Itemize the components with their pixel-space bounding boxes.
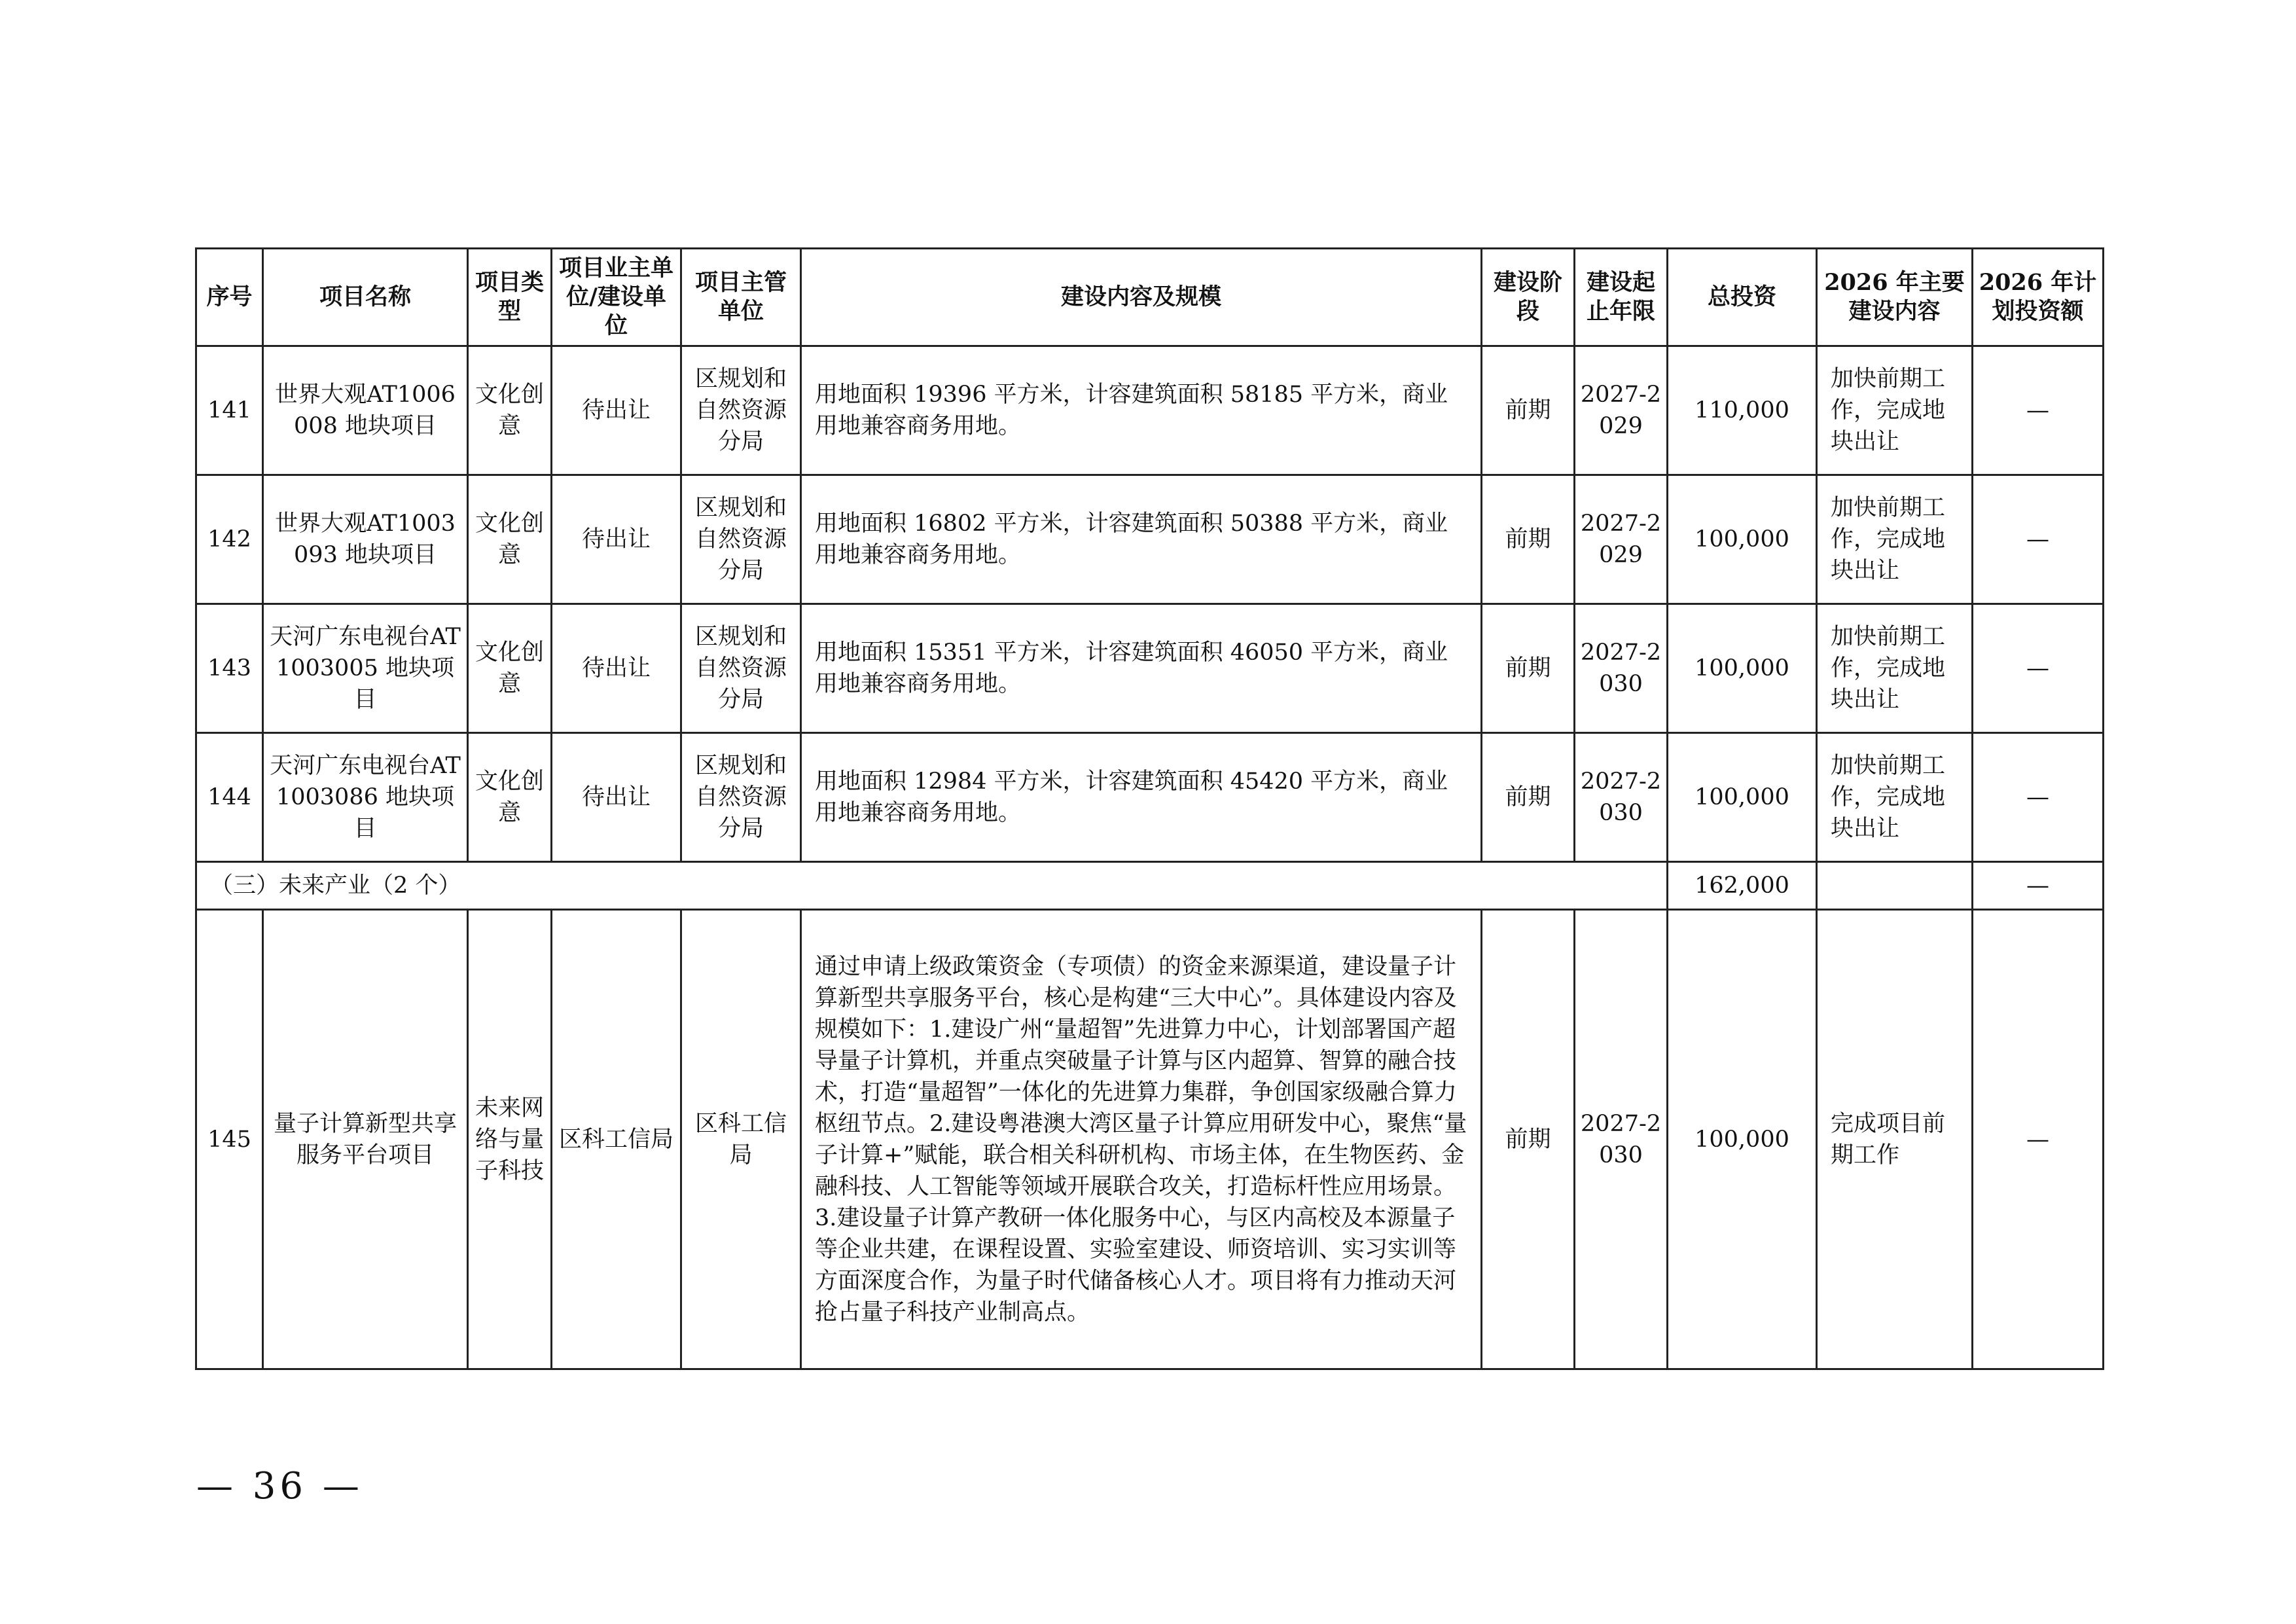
cell-type: 未来网络与量子科技 xyxy=(468,910,552,1369)
table-row xyxy=(196,910,2104,1369)
cell-type: 文化创意 xyxy=(468,346,552,475)
cell-investment: 100,000 xyxy=(1668,910,1817,1369)
header-name: 项目名称 xyxy=(263,249,468,346)
cell-name: 世界大观AT1006008 地块项目 xyxy=(263,346,468,475)
table-row xyxy=(196,475,2104,604)
header-authority: 项目主管单位 xyxy=(681,249,801,346)
cell-plan-2026: — xyxy=(1973,475,2104,604)
cell-plan-2026: — xyxy=(1973,733,2104,862)
cell-investment: 100,000 xyxy=(1668,733,1817,862)
header-investment: 总投资 xyxy=(1668,249,1817,346)
cell-period: 2027-2029 xyxy=(1575,475,1668,604)
cell-stage: 前期 xyxy=(1482,346,1575,475)
header-no: 序号 xyxy=(196,249,263,346)
cell-name: 量子计算新型共享服务平台项目 xyxy=(263,910,468,1369)
cell-content: 用地面积 19396 平方米，计容建筑面积 58185 平方米，商业用地兼容商务用地。 xyxy=(801,346,1482,475)
cell-stage: 前期 xyxy=(1482,733,1575,862)
cell-plan-2026: — xyxy=(1973,346,2104,475)
cell-plan-2026: — xyxy=(1973,910,2104,1369)
cell-no: 145 xyxy=(196,910,263,1369)
cell-main-2026: 加快前期工作，完成地块出让 xyxy=(1817,346,1973,475)
cell-no: 143 xyxy=(196,604,263,733)
cell-no: 142 xyxy=(196,475,263,604)
cell-plan-2026: — xyxy=(1973,604,2104,733)
cell-main-2026: 加快前期工作，完成地块出让 xyxy=(1817,604,1973,733)
cell-type: 文化创意 xyxy=(468,475,552,604)
category-plan-2026: — xyxy=(1973,862,2104,910)
cell-period: 2027-2030 xyxy=(1575,910,1668,1369)
cell-owner: 待出让 xyxy=(552,733,681,862)
category-label: （三）未来产业（2 个） xyxy=(196,862,1668,910)
category-row xyxy=(196,862,2104,910)
cell-name: 天河广东电视台AT1003086 地块项目 xyxy=(263,733,468,862)
category-main-2026 xyxy=(1817,862,1973,910)
page-number: — 36 — xyxy=(196,1465,363,1507)
header-owner: 项目业主单位/建设单位 xyxy=(552,249,681,346)
header-stage: 建设阶段 xyxy=(1482,249,1575,346)
cell-name: 天河广东电视台AT1003005 地块项目 xyxy=(263,604,468,733)
header-content: 建设内容及规模 xyxy=(801,249,1482,346)
cell-stage: 前期 xyxy=(1482,910,1575,1369)
table-row xyxy=(196,346,2104,475)
cell-period: 2027-2030 xyxy=(1575,604,1668,733)
table-row xyxy=(196,604,2104,733)
cell-stage: 前期 xyxy=(1482,475,1575,604)
header-type: 项目类型 xyxy=(468,249,552,346)
cell-main-2026: 加快前期工作，完成地块出让 xyxy=(1817,475,1973,604)
cell-period: 2027-2030 xyxy=(1575,733,1668,862)
cell-authority: 区科工信局 xyxy=(681,910,801,1369)
cell-authority: 区规划和自然资源分局 xyxy=(681,475,801,604)
cell-content: 通过申请上级政策资金（专项债）的资金来源渠道，建设量子计算新型共享服务平台，核心是构建“三大中心”。具体建设内容及规模如下：1.建设广州“量超智”先进算力中心，计划部署国产超导量子计算机，并重点突破量子计算与区内超算、智算的融合技术，打造“量超智”一体化的先进算力集群，争创国家级融合算力枢纽节点。2.建设粤港澳大湾区量子计算应用研发中心，聚焦“量子计算+”赋能，联合相关科研机构、市场主体，在生物医药、金融科技、人工智能等领域开展联合攻关，打造标杆性应用场景。3.建设量子计算产教研一体化服务中心，与区内高校及本源量子等企业共建，在课程设置、实验室建设、师资培训、实习实训等方面深度合作，为量子时代储备核心人才。项目将有力推动天河抢占量子科技产业制高点。 xyxy=(801,910,1482,1369)
category-investment: 162,000 xyxy=(1668,862,1817,910)
cell-content: 用地面积 15351 平方米，计容建筑面积 46050 平方米，商业用地兼容商务用地。 xyxy=(801,604,1482,733)
cell-owner: 待出让 xyxy=(552,475,681,604)
cell-authority: 区规划和自然资源分局 xyxy=(681,604,801,733)
cell-content: 用地面积 12984 平方米，计容建筑面积 45420 平方米，商业用地兼容商务用地。 xyxy=(801,733,1482,862)
header-main-2026: 2026 年主要建设内容 xyxy=(1817,249,1973,346)
cell-no: 141 xyxy=(196,346,263,475)
cell-main-2026: 完成项目前期工作 xyxy=(1817,910,1973,1369)
table-row xyxy=(196,733,2104,862)
cell-type: 文化创意 xyxy=(468,733,552,862)
cell-main-2026: 加快前期工作，完成地块出让 xyxy=(1817,733,1973,862)
cell-no: 144 xyxy=(196,733,263,862)
header-row xyxy=(196,249,2104,346)
cell-owner: 待出让 xyxy=(552,604,681,733)
cell-investment: 100,000 xyxy=(1668,475,1817,604)
cell-authority: 区规划和自然资源分局 xyxy=(681,346,801,475)
cell-stage: 前期 xyxy=(1482,604,1575,733)
cell-content: 用地面积 16802 平方米，计容建筑面积 50388 平方米，商业用地兼容商务用地。 xyxy=(801,475,1482,604)
cell-type: 文化创意 xyxy=(468,604,552,733)
cell-investment: 100,000 xyxy=(1668,604,1817,733)
project-table xyxy=(195,247,2104,1370)
cell-owner: 待出让 xyxy=(552,346,681,475)
cell-authority: 区规划和自然资源分局 xyxy=(681,733,801,862)
cell-owner: 区科工信局 xyxy=(552,910,681,1369)
header-period: 建设起止年限 xyxy=(1575,249,1668,346)
cell-name: 世界大观AT1003093 地块项目 xyxy=(263,475,468,604)
cell-investment: 110,000 xyxy=(1668,346,1817,475)
header-plan-2026: 2026 年计划投资额 xyxy=(1973,249,2104,346)
cell-period: 2027-2029 xyxy=(1575,346,1668,475)
